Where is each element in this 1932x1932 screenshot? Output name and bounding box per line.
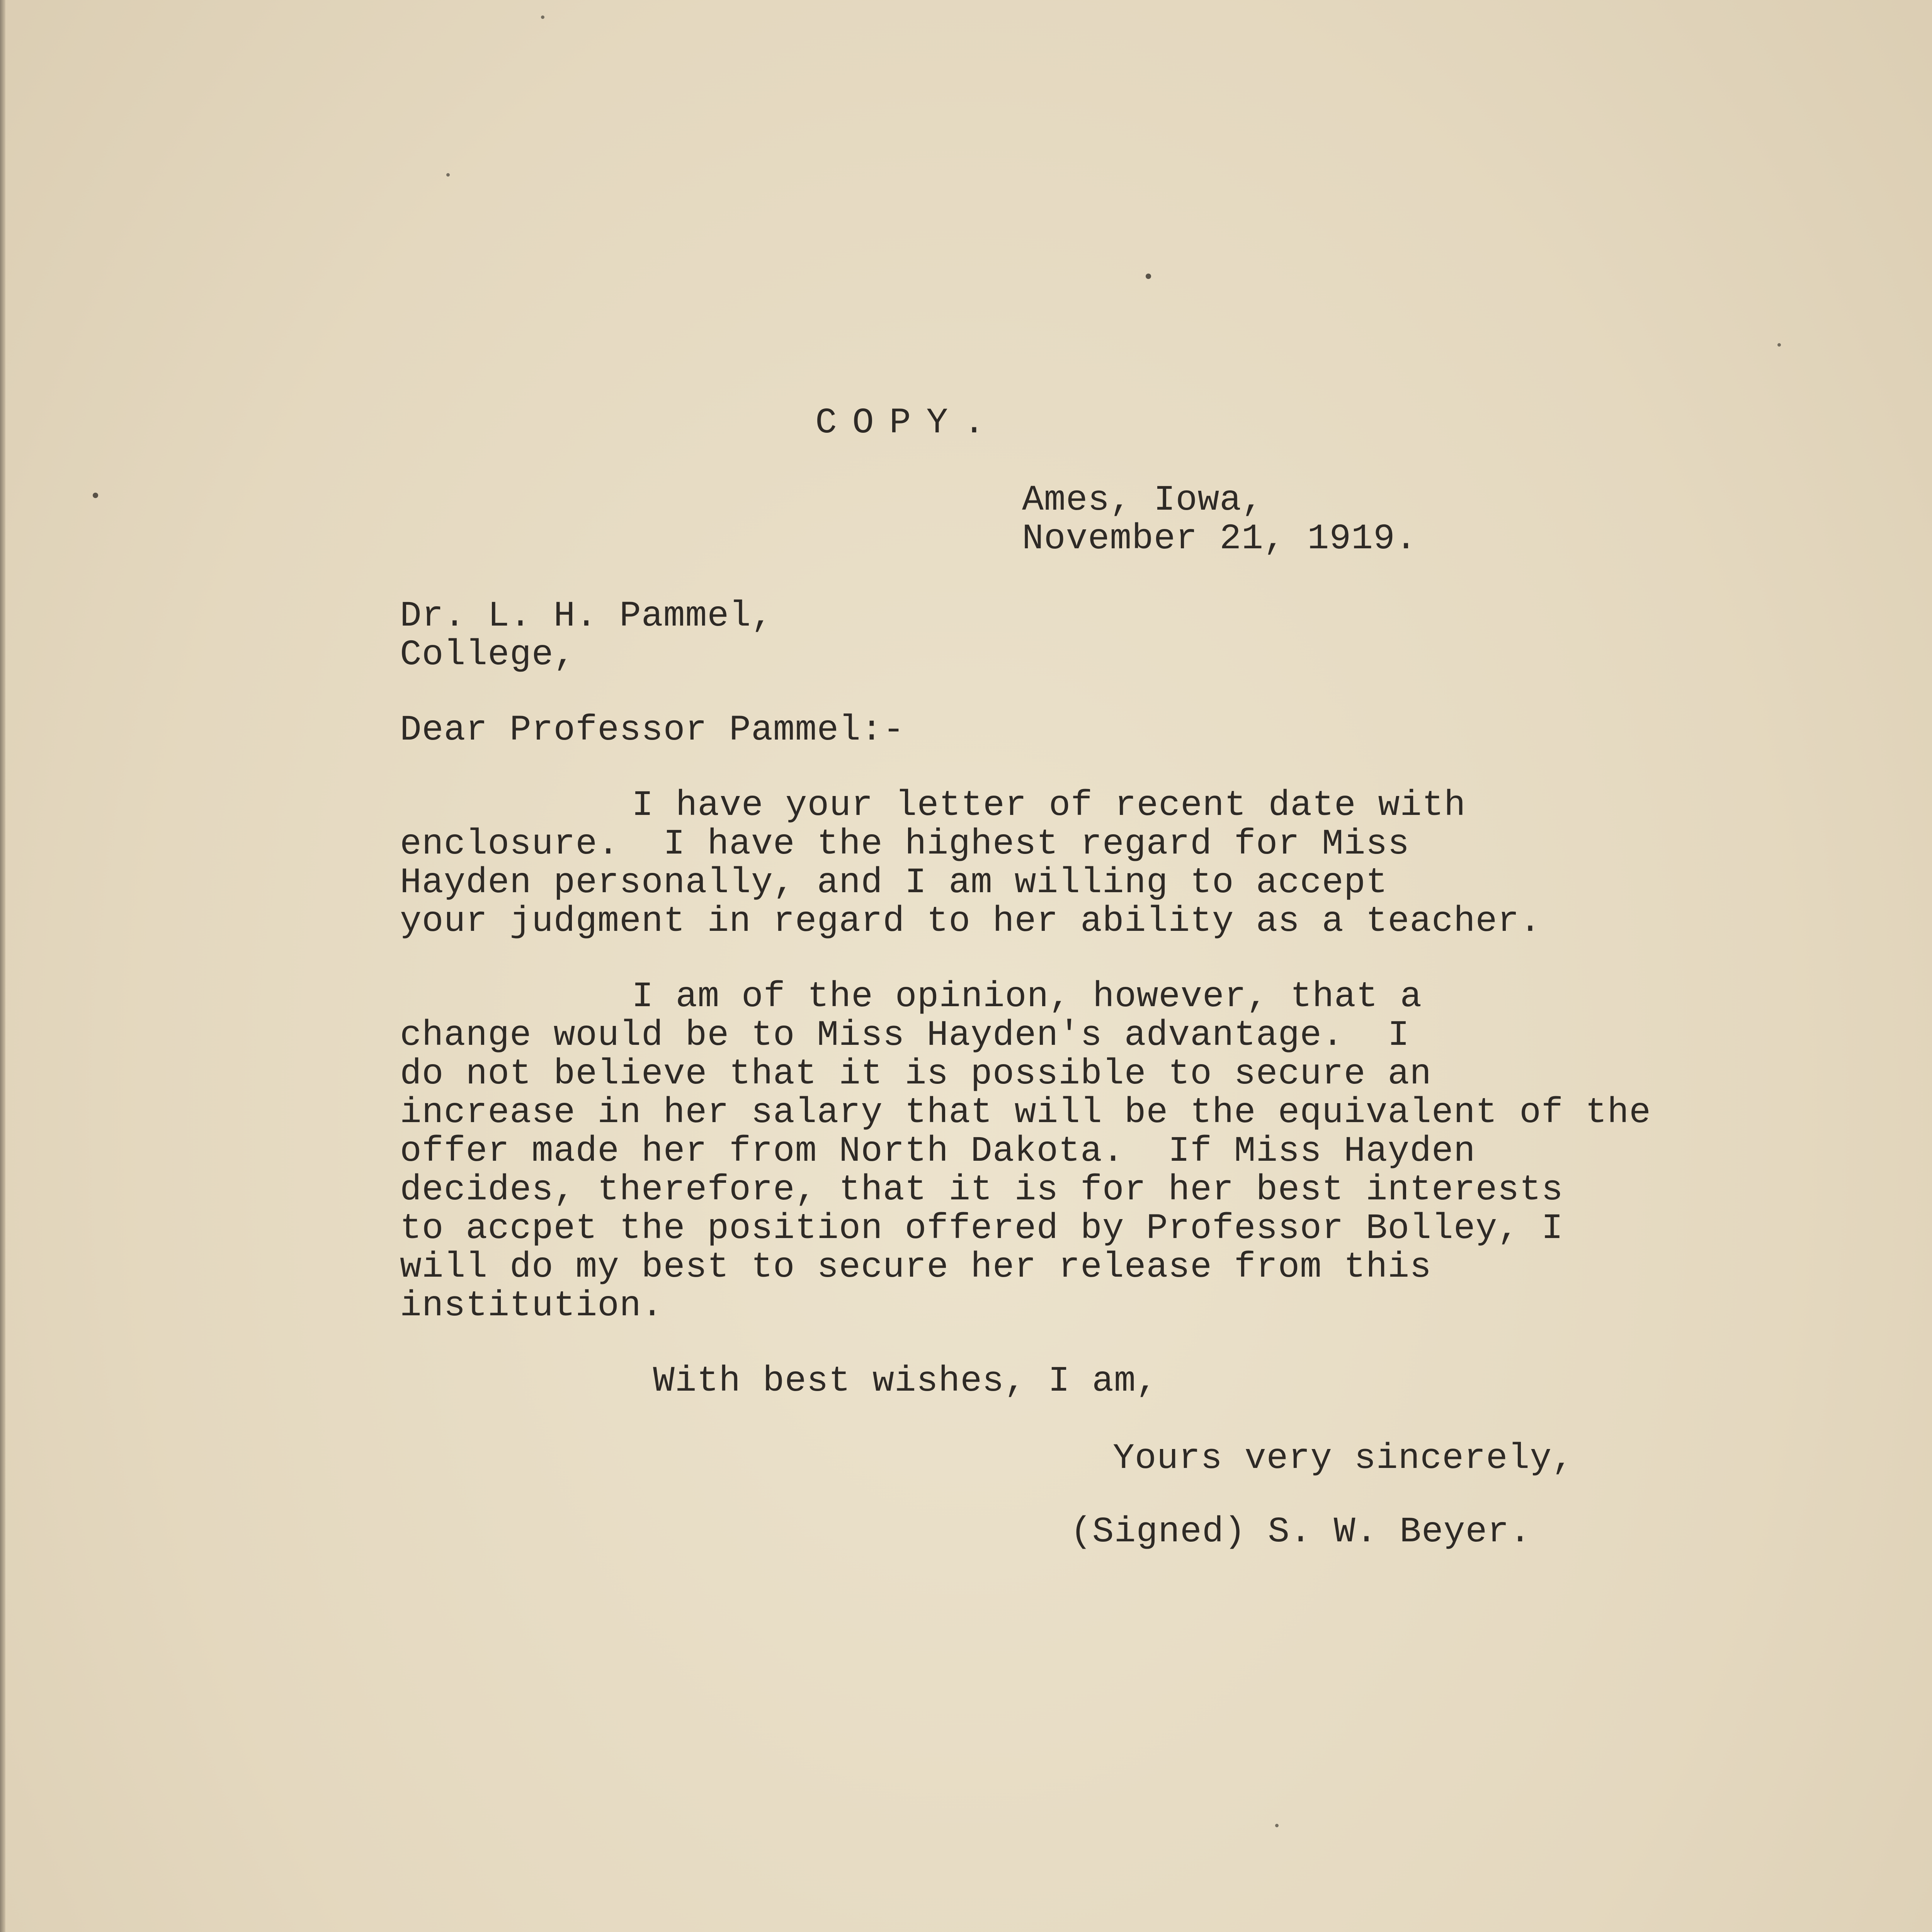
paper-speck	[93, 493, 98, 498]
paper-speck	[1777, 343, 1781, 347]
copy-heading: COPY.	[815, 403, 1001, 443]
recipient-place: College,	[400, 634, 576, 675]
paper-speck	[541, 15, 544, 19]
paper-edge-shadow	[0, 0, 5, 1932]
paper-speck	[1275, 1824, 1279, 1827]
salutation: Dear Professor Pammel:-	[400, 710, 905, 750]
letter-place: Ames, Iowa,	[1022, 480, 1264, 520]
paragraph-1-line: your judgment in regard to her ability as a teacher.	[400, 901, 1542, 942]
paragraph-2-line: change would be to Miss Hayden's advantage. I	[400, 1015, 1410, 1056]
paper-speck	[1146, 274, 1151, 279]
paragraph-1-line: I have your letter of recent date with	[632, 785, 1466, 826]
paragraph-2-line: offer made her from North Dakota. If Miss Hayden	[400, 1131, 1476, 1172]
closing-line: With best wishes, I am,	[653, 1361, 1158, 1401]
paragraph-1-line: Hayden personally, and I am willing to accept	[400, 862, 1388, 903]
paragraph-2-line: I am of the opinion, however, that a	[632, 976, 1422, 1017]
paragraph-2-line: will do my best to secure her release from this	[400, 1247, 1432, 1287]
signature-line: (Signed) S. W. Beyer.	[1070, 1512, 1531, 1552]
recipient-name: Dr. L. H. Pammel,	[400, 596, 773, 636]
letter-date: November 21, 1919.	[1022, 519, 1417, 559]
paragraph-2-line: to accpet the position offered by Professor Bolley, I	[400, 1208, 1563, 1249]
complimentary-close: Yours very sincerely,	[1113, 1438, 1574, 1479]
paper-speck	[446, 173, 450, 177]
paragraph-2-line: institution.	[400, 1286, 663, 1326]
paragraph-2-line: do not believe that it is possible to secure an	[400, 1054, 1432, 1094]
paragraph-1-line: enclosure. I have the highest regard for Miss	[400, 824, 1410, 864]
paragraph-2-line: increase in her salary that will be the equivalent of the	[400, 1092, 1651, 1133]
paragraph-2-line: decides, therefore, that it is for her best interests	[400, 1170, 1563, 1210]
